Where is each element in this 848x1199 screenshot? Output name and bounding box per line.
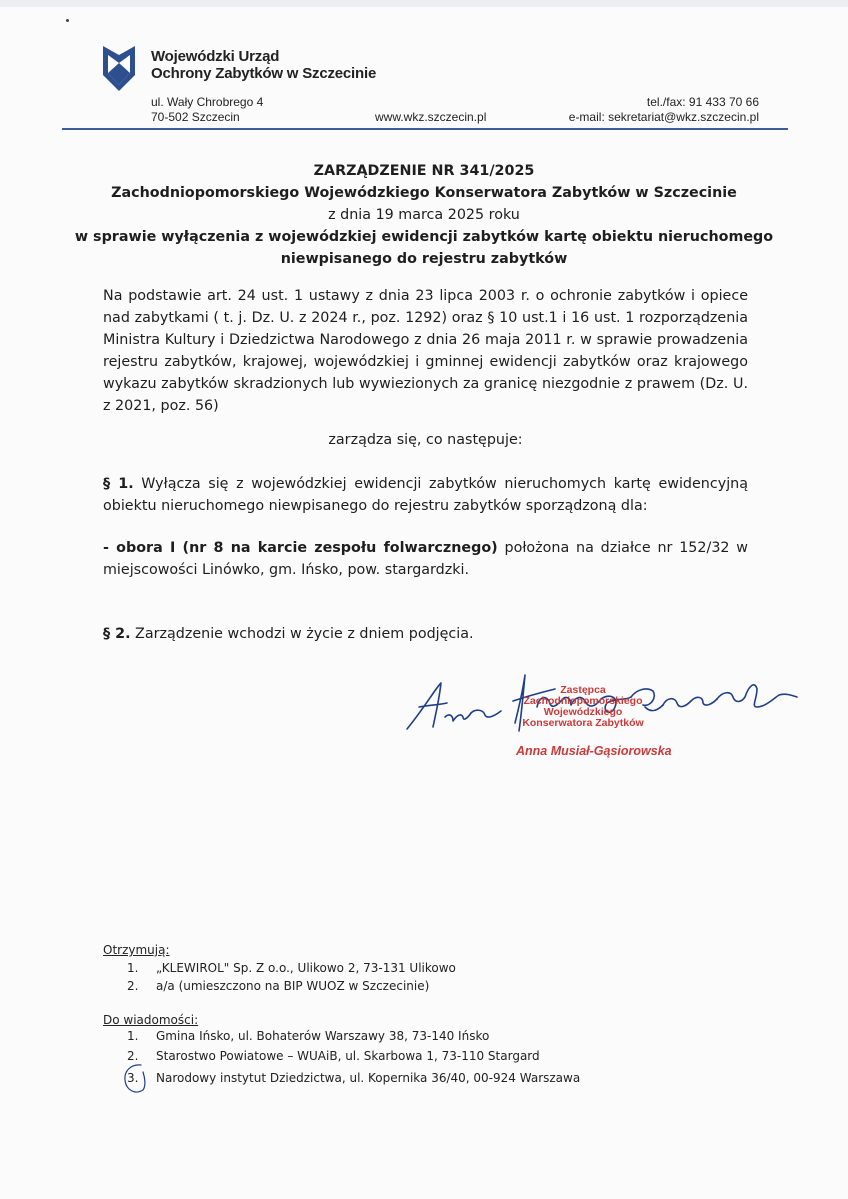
paragraph-1-text: Wyłącza się z wojewódzkiej ewidencji zabytków nieruchomych kartę ewidencyjną obiektu nieruchomego niewpisanego do rejestru zabytków sporządzoną dla:	[103, 476, 748, 514]
cc-item: Starostwo Powiatowe – WUAiB, ul. Skarbowa 1, 73-110 Stargard	[156, 1049, 540, 1063]
address-street: ul. Wały Chrobrego 4	[151, 95, 264, 109]
org-name-line1: Wojewódzki Urząd	[151, 48, 280, 65]
cc-item: Gmina Ińsko, ul. Bohaterów Warszawy 38, 73-140 Ińsko	[156, 1029, 490, 1043]
recipient-item: „KLEWIROL" Sp. Z o.o., Ulikowo 2, 73-131 Ulikowo	[156, 961, 456, 975]
scan-top-band	[0, 0, 848, 7]
scan-dot	[66, 19, 69, 22]
decree-number: ZARZĄDZENIE NR 341/2025	[313, 163, 535, 179]
stamp-line3: Konserwatora Zabytków	[522, 717, 644, 729]
organization-name	[151, 48, 376, 82]
cc-heading: Do wiadomości:	[103, 1013, 199, 1027]
email-link[interactable]: e-mail: sekretariat@wkz.szczecin.pl	[568, 110, 759, 124]
paragraph-2	[103, 623, 748, 645]
paragraph-1	[103, 473, 748, 517]
recipient-number: 1.	[127, 961, 139, 975]
paragraph-1-label: § 1.	[103, 476, 134, 492]
org-name-line2: Ochrony Zabytków w Szczecinie	[151, 65, 377, 82]
decree-subject-line1: w sprawie wyłączenia z wojewódzkiej ewidencji zabytków kartę obiektu nieruchomego	[74, 229, 774, 245]
recipient-number: 2.	[127, 979, 139, 993]
handwritten-circle-mark	[121, 1062, 147, 1096]
address-city: 70-502 Szczecin	[151, 110, 240, 124]
object-item	[103, 537, 748, 581]
shield-logo-icon	[103, 46, 135, 91]
stamp-line1: Zastępca	[560, 684, 606, 696]
header-divider	[62, 128, 788, 130]
cc-item: Narodowy instytut Dziedzictwa, ul. Kopernika 36/40, 00-924 Warszawa	[156, 1071, 581, 1085]
object-item-name: - obora I (nr 8 na karcie zespołu folwarcznego)	[103, 540, 498, 556]
cc-number: 3.	[127, 1071, 139, 1085]
legal-basis-paragraph: Na podstawie art. 24 ust. 1 ustawy z dnia 23 lipca 2003 r. o ochronie zabytków i opiece nad zabytkami ( t. j. Dz. U. z 2024 r., poz. 1292) oraz § 10 ust.1 i 16 ust. 1 rozporządzenia Ministra Kultury i Dziedzictwa Narodowego z dnia 26 maja 2011 r. w sprawie prowadzenia rejestru zabytków, krajowej, wojewódzkiej i gminnej ewidencji zabytków oraz krajowego wykazu zabytków skradzionych lub wywiezionych za granicę niezgodnie z prawem (Dz. U. z 2021, poz. 56)	[103, 288, 748, 414]
decree-subject-line2: niewpisanego do rejestru zabytków	[280, 251, 568, 267]
recipients-heading: Otrzymują:	[103, 943, 170, 957]
decree-intro: zarządza się, co następuje:	[328, 432, 523, 448]
paragraph-2-text: Zarządzenie wchodzi w życie z dniem podjęcia.	[130, 626, 474, 642]
decree-date: z dnia 19 marca 2025 roku	[328, 207, 520, 223]
signature-stamp	[483, 685, 683, 729]
stamp-line2: Zachodniopomorskiego Wojewódzkiego	[523, 695, 643, 718]
phone-fax: tel./fax: 91 433 70 66	[646, 95, 759, 109]
decree-title	[70, 160, 778, 270]
signatory-name: Anna Musiał-Gąsiorowska	[516, 744, 672, 758]
recipient-item: a/a (umieszczono na BIP WUOZ w Szczecinie)	[156, 979, 430, 993]
decree-issuer: Zachodniopomorskiego Wojewódzkiego Konserwatora Zabytków w Szczecinie	[111, 185, 737, 201]
object-item-location: położona na działce nr 152/32 w miejscowości Linówko, gm. Ińsko, pow. stargardzki.	[103, 540, 749, 578]
cc-number: 1.	[127, 1029, 139, 1043]
website-link[interactable]: www.wkz.szczecin.pl	[375, 110, 487, 124]
cc-number: 2.	[127, 1049, 139, 1063]
paragraph-2-label: § 2.	[103, 626, 131, 642]
